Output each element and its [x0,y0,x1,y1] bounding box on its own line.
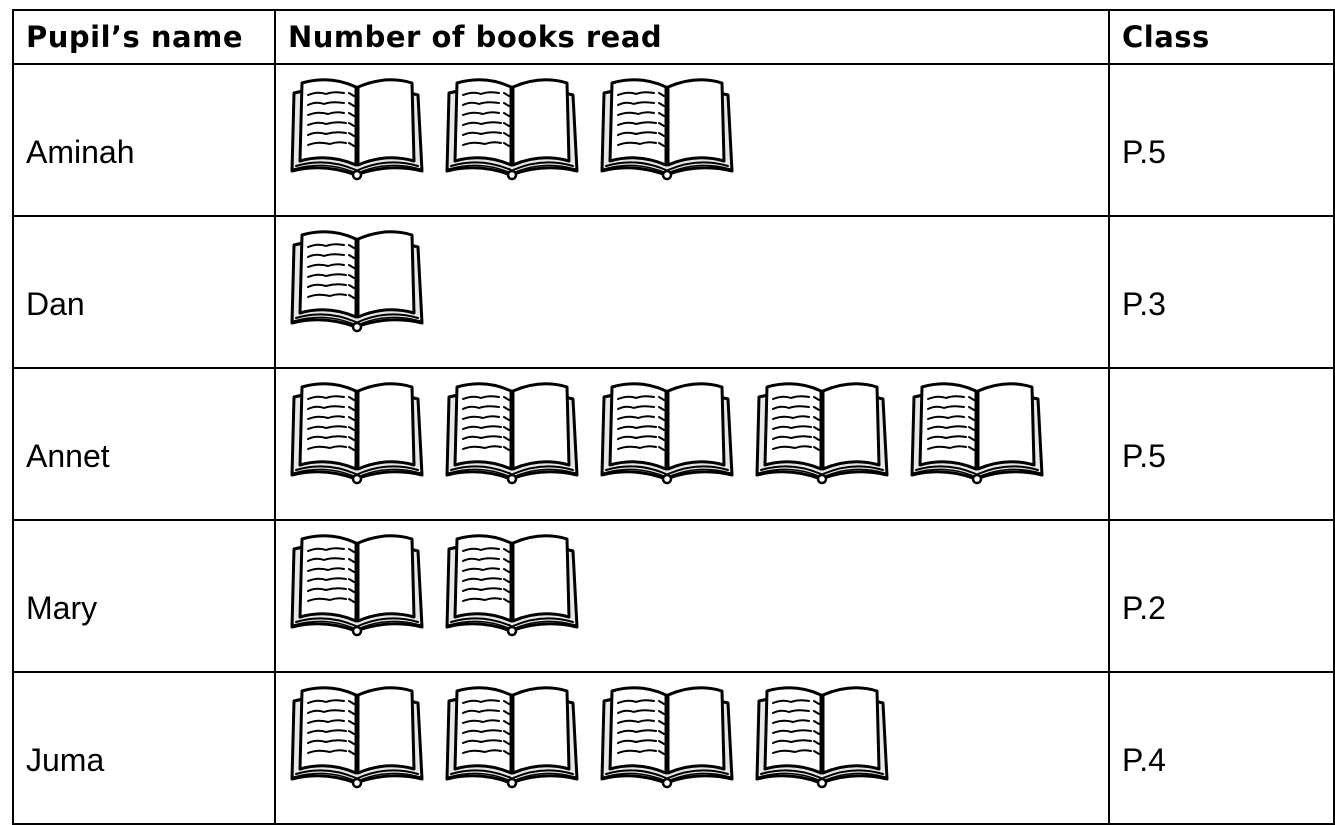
header-row [13,10,1334,64]
header-pupil-name: Pupil’s name [13,10,275,64]
open-book-icon [441,71,583,183]
open-book-icon [286,223,428,335]
header-class: Class [1109,10,1334,64]
open-book-icon [596,71,738,183]
class-value: P.5 [1109,368,1334,520]
pupil-name: Dan [13,216,275,368]
table-row [13,216,1334,368]
books-cell [275,520,1109,672]
class-value: P.4 [1109,672,1334,824]
table-row [13,672,1334,824]
class-value: P.2 [1109,520,1334,672]
open-book-icon [441,375,583,487]
pupil-name: Juma [13,672,275,824]
table-row [13,64,1334,216]
books-cell [275,672,1109,824]
table-row [13,520,1334,672]
open-book-icon [441,527,583,639]
open-book-icon [286,71,428,183]
open-book-icon [751,679,893,791]
class-value: P.3 [1109,216,1334,368]
open-book-icon [596,679,738,791]
pupil-name: Aminah [13,64,275,216]
open-book-icon [286,679,428,791]
books-cell [275,64,1109,216]
pupil-name: Annet [13,368,275,520]
books-cell [275,216,1109,368]
open-book-icon [441,679,583,791]
open-book-icon [286,375,428,487]
table-row [13,368,1334,520]
books-cell [275,368,1109,520]
header-books-read: Number of books read [275,10,1109,64]
class-value: P.5 [1109,64,1334,216]
books-read-table [12,9,1335,825]
pupil-name: Mary [13,520,275,672]
open-book-icon [286,527,428,639]
open-book-icon [596,375,738,487]
open-book-icon [751,375,893,487]
open-book-icon [906,375,1048,487]
